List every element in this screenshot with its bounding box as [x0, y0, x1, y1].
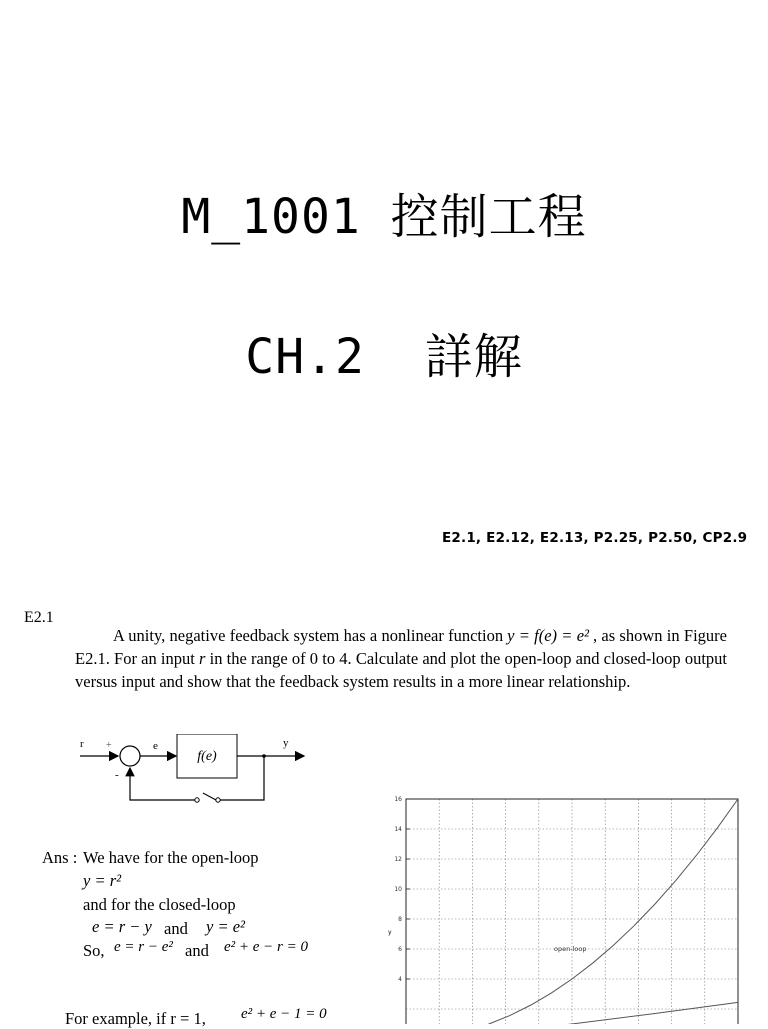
y-tick-label: 12 — [394, 856, 402, 863]
and-word-2: and — [185, 941, 209, 960]
response-plot — [380, 790, 768, 1024]
answer-prefix: Ans : — [42, 848, 78, 867]
y-axis-label: y — [388, 929, 392, 936]
and-word-1: and — [164, 919, 188, 938]
y-tick-label: 10 — [394, 886, 402, 893]
function-equation: y = f(e) = e² — [507, 626, 589, 645]
plus-sign: + — [106, 740, 112, 751]
y-tick-label: 4 — [398, 976, 402, 983]
error-label: e — [153, 740, 158, 752]
y-tick-label: 6 — [398, 946, 402, 953]
feedback-block-diagram — [76, 734, 316, 810]
problem-id: E2.1 — [24, 609, 54, 626]
equation-error: e = r − y — [92, 917, 152, 936]
chapter-title: CH.2 詳解 — [245, 329, 523, 385]
y-tick-label: 14 — [394, 826, 402, 833]
problem-text-part1: A unity, negative feedback system has a nonlinear function — [113, 626, 504, 645]
equation-quadratic: e² + e − r = 0 — [224, 939, 309, 955]
output-label: y — [283, 737, 289, 749]
problem-list: E2.1, E2.12, E2.13, P2.25, P2.50, CP2.9 — [442, 530, 748, 546]
equation-error-substituted: e = r − e² — [114, 939, 173, 955]
so-word: So, — [83, 941, 105, 960]
y-tick-label: 8 — [398, 916, 402, 923]
problem-text-part2: , as shown in Figure E2.1. For an input — [75, 626, 727, 668]
problem-text-part3: in the range of 0 to 4. Calculate and plot the open-loop and closed-loop output versus input and show that the feedback system results in a more linear relationship. — [75, 649, 728, 691]
summing-junction — [120, 746, 140, 766]
answer-line-closed-loop: and for the closed-loop — [83, 895, 236, 914]
input-variable: r — [199, 649, 206, 668]
equation-output: y = e² — [206, 917, 245, 936]
input-label: r — [80, 738, 84, 750]
equation-open-loop: y = r² — [83, 871, 122, 890]
example-text: For example, if r = 1, — [65, 1009, 206, 1028]
block-label: f(e) — [197, 749, 217, 764]
switch-contact-left — [195, 798, 199, 802]
feedback-switch — [203, 793, 216, 800]
problem-statement — [75, 624, 727, 693]
open-loop-annotation: open-loop — [554, 945, 587, 953]
switch-contact-right — [216, 798, 220, 802]
minus-sign: - — [115, 769, 119, 781]
plot-grid — [406, 799, 738, 1024]
course-title: M_1001 控制工程 — [181, 189, 587, 245]
example-equation: e² + e − 1 = 0 — [241, 1006, 327, 1022]
answer-line-open-loop: We have for the open-loop — [83, 848, 259, 867]
y-tick-label: 16 — [394, 796, 402, 803]
